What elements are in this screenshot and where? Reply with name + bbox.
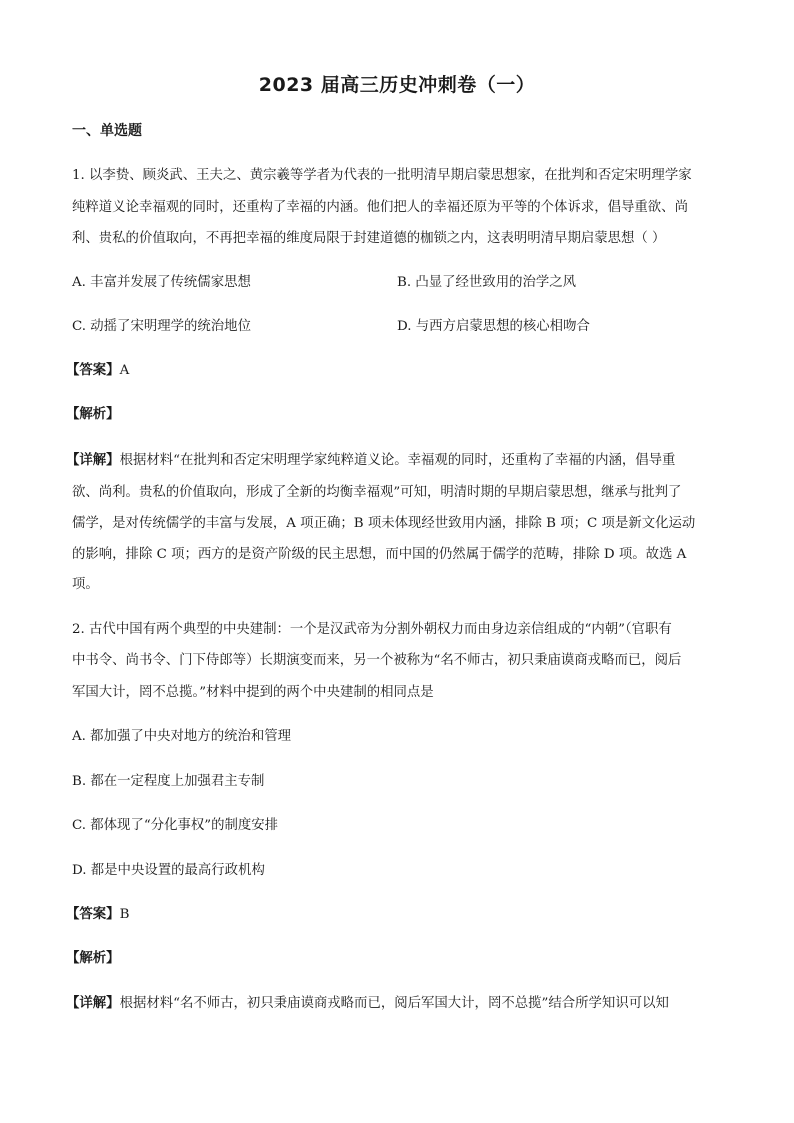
q2-option-a: A. 都加强了中央对地方的统治和管理	[72, 729, 292, 744]
q1-detail-line: 的影响，排除 C 项；西方的是资产阶级的民主思想，而中国的仍然属于儒学的范畴，排除 D 项。故选 A	[72, 547, 687, 562]
q1-stem-line: 纯粹道义论幸福观的同时，还重构了幸福的内涵。他们把人的幸福还原为平等的个体诉求，倡导重欲、尚	[72, 200, 688, 215]
q1-analysis-tag	[66, 406, 726, 424]
q1-stem-line: 1. 以李贽、顾炎武、王夫之、黄宗羲等学者为代表的一批明清早期启蒙思想家，在批判和否定宋明理学家	[72, 168, 692, 183]
answer-value: A	[119, 363, 130, 378]
analysis-tag: 【解析】	[66, 407, 120, 422]
answer-tag: 【答案】	[66, 907, 120, 922]
page-title: 2023 届高三历史冲刺卷（一）	[258, 74, 536, 96]
q2-stem-line: 中书令、尚书令、门下侍郎等）长期演变而来，另一个被称为“名不师古，初只秉庙谟商戎略而已，阅后	[72, 653, 682, 668]
q2-option-c: C. 都体现了“分化事权”的制度安排	[72, 818, 279, 833]
detail-text: 根据材料“在批判和否定宋明理学家纯粹道义论。幸福观的同时，还重构了幸福的内涵，倡导重	[119, 453, 676, 468]
q2-stem-line: 军国大计，罔不总揽。”材料中提到的两个中央建制的相同点是	[72, 685, 434, 700]
q1-option-d: D. 与西方启蒙思想的核心相吻合	[397, 319, 590, 334]
q2-stem-line: 2. 古代中国有两个典型的中央建制：一个是汉武帝为分割外朝权力而由身边亲信组成的“内朝”（官职有	[72, 622, 672, 637]
answer-tag: 【答案】	[66, 363, 120, 378]
q1-detail-line: 儒学，是对传统儒学的丰富与发展，A 项正确；B 项未体现经世致用内涵，排除 B 项；C 项是新文化运动	[72, 516, 696, 531]
q1-detail-line	[66, 452, 726, 470]
q2-option-b: B. 都在一定程度上加强君主专制	[72, 774, 265, 789]
q1-option-a: A. 丰富并发展了传统儒家思想	[72, 275, 251, 290]
q1-option-b: B. 凸显了经世致用的治学之风	[397, 275, 577, 290]
q2-detail-line	[66, 995, 726, 1013]
answer-value: B	[119, 907, 130, 922]
detail-tag: 【详解】	[66, 996, 120, 1011]
q1-detail-line: 项。	[72, 577, 99, 592]
detail-tag: 【详解】	[66, 453, 120, 468]
q2-option-d: D. 都是中央设置的最高行政机构	[72, 863, 265, 878]
q2-answer	[66, 906, 726, 924]
section-heading: 一、单选题	[72, 123, 142, 139]
detail-text: 根据材料“名不师古，初只秉庙谟商戎略而已，阅后军国大计，罔不总揽”结合所学知识可以知	[119, 996, 669, 1011]
q1-answer	[66, 362, 726, 380]
q2-analysis-tag	[66, 950, 726, 968]
q1-detail-line: 欲、尚利。贵私的价值取向，形成了全新的均衡幸福观”可知，明清时期的早期启蒙思想，继承与批判了	[72, 485, 682, 500]
q1-option-c: C. 动摇了宋明理学的统治地位	[72, 319, 251, 334]
analysis-tag: 【解析】	[66, 951, 120, 966]
q1-stem-line: 利、贵私的价值取向，不再把幸福的维度局限于封建道德的枷锁之内，这表明明清早期启蒙思想（ ）	[72, 231, 666, 246]
